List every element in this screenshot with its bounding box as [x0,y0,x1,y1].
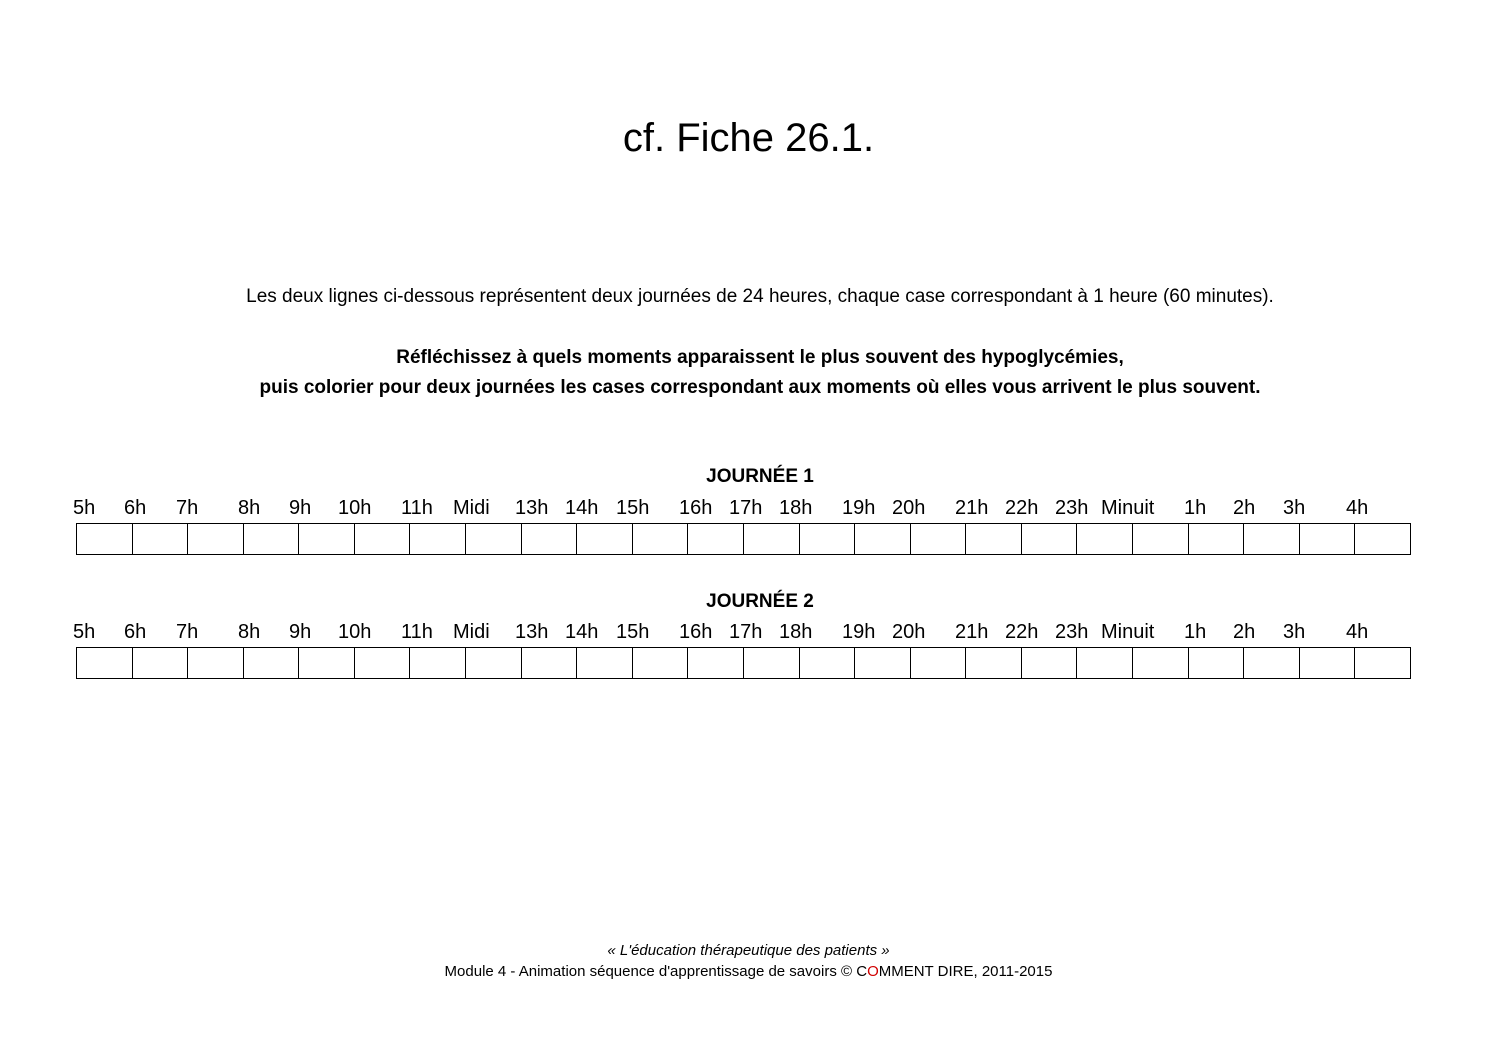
hour-label: 7h [176,621,199,643]
day-1-hour-labels [0,495,1497,521]
hour-cell-4h[interactable] [1355,648,1410,678]
hour-cell-14h[interactable] [577,524,633,554]
instruction-line-2: puis colorier pour deux journées les cases correspondant aux moments où elles vous arrivent le plus souvent. [259,377,1261,398]
hour-cell-9h[interactable] [299,648,355,678]
hour-label: 3h [1283,621,1306,643]
brand-name [867,963,973,980]
hour-cell-3h[interactable] [1300,524,1356,554]
hour-cell-13h[interactable] [522,648,578,678]
hour-cell-7h[interactable] [188,524,244,554]
hour-cell-14h[interactable] [577,648,633,678]
hour-cell-9h[interactable] [299,524,355,554]
hour-cell-21h[interactable] [966,648,1022,678]
hour-cell-midi[interactable] [466,524,522,554]
hour-cell-11h[interactable] [410,648,466,678]
day-1-heading: JOURNÉE 1 [706,466,814,487]
hour-cell-22h[interactable] [1022,648,1078,678]
hour-label: 9h [289,621,312,643]
hour-cell-20h[interactable] [911,524,967,554]
hour-label: 21h [955,497,989,519]
hour-cell-13h[interactable] [522,524,578,554]
hour-cell-18h[interactable] [800,648,856,678]
hour-cell-5h[interactable] [77,648,133,678]
hour-label: 18h [779,497,813,519]
hour-label: 13h [515,497,549,519]
hour-label: 10h [338,497,372,519]
hour-label: 2h [1233,497,1256,519]
hour-cell-1h[interactable] [1189,648,1245,678]
hour-cell-7h[interactable] [188,648,244,678]
hour-cell-19h[interactable] [855,524,911,554]
hour-label: 8h [238,497,261,519]
hour-label: 5h [73,621,96,643]
hour-cell-15h[interactable] [633,648,689,678]
footer-years: , 2011-2015 [973,963,1053,980]
hour-cell-1h[interactable] [1189,524,1245,554]
hour-cell-16h[interactable] [688,524,744,554]
hour-label: 17h [729,621,763,643]
hour-label: 1h [1184,497,1207,519]
hour-label: 4h [1346,621,1369,643]
hour-cell-23h[interactable] [1077,524,1133,554]
hour-label: 2h [1233,621,1256,643]
hour-label: 9h [289,497,312,519]
intro-text: Les deux lignes ci-dessous représentent deux journées de 24 heures, chaque case correspondant à 1 heure (60 minutes). [246,286,1274,307]
day-2-heading: JOURNÉE 2 [706,591,814,612]
hour-label: Midi [453,621,490,643]
brand-dire: DIRE [933,963,974,980]
hour-label: 11h [401,497,433,519]
hour-label: 20h [892,497,926,519]
footer-credits [0,961,1497,982]
hour-label: 21h [955,621,989,643]
day-2-hour-labels [0,619,1497,645]
hour-cell-19h[interactable] [855,648,911,678]
hour-label: 17h [729,497,763,519]
hour-cell-20h[interactable] [911,648,967,678]
hour-label: 20h [892,621,926,643]
hour-cell-2h[interactable] [1244,524,1300,554]
hour-label: 19h [842,621,876,643]
brand-letter-c: C [856,963,868,980]
hour-label: 23h [1055,621,1089,643]
hour-label: 22h [1005,497,1039,519]
hour-label: 16h [679,497,713,519]
footer-credits-text: Module 4 - Animation séquence d'apprentissage de savoirs © [444,963,857,980]
hour-cell-5h[interactable] [77,524,133,554]
brand-letter-o: O [867,963,879,980]
hour-label: Minuit [1101,621,1155,643]
hour-label: 5h [73,497,96,519]
hour-label: 16h [679,621,713,643]
day-2-hour-grid [76,647,1411,679]
hour-cell-17h[interactable] [744,648,800,678]
footer-title: « L'éducation thérapeutique des patients » [607,942,890,959]
hour-label: 19h [842,497,876,519]
hour-label: Minuit [1101,497,1155,519]
hour-label: 18h [779,621,813,643]
instruction-line-1: Réfléchissez à quels moments apparaissent le plus souvent des hypoglycémies, [396,347,1124,368]
hour-label: 23h [1055,497,1089,519]
hour-label: 22h [1005,621,1039,643]
hour-cell-6h[interactable] [133,648,189,678]
hour-label: 1h [1184,621,1207,643]
hour-label: 13h [515,621,549,643]
hour-label: 6h [124,497,147,519]
hour-label: 14h [565,621,599,643]
hour-label: 10h [338,621,372,643]
hour-label: 15h [616,621,650,643]
day-1-hour-grid [76,523,1411,555]
page-title: cf. Fiche 26.1. [622,116,875,160]
hour-cell-23h[interactable] [1077,648,1133,678]
hour-cell-16h[interactable] [688,648,744,678]
hour-label: 11h [401,621,433,643]
hour-cell-8h[interactable] [244,648,300,678]
hour-cell-midi[interactable] [466,648,522,678]
hour-cell-18h[interactable] [800,524,856,554]
hour-cell-minuit[interactable] [1133,648,1189,678]
hour-label: 3h [1283,497,1306,519]
hour-label: 7h [176,497,199,519]
hour-cell-2h[interactable] [1244,648,1300,678]
hour-cell-10h[interactable] [355,648,411,678]
hour-cell-17h[interactable] [744,524,800,554]
hour-cell-21h[interactable] [966,524,1022,554]
footer [0,940,1497,982]
hour-cell-10h[interactable] [355,524,411,554]
instructions [0,343,1497,403]
hour-label: 15h [616,497,650,519]
hour-cell-minuit[interactable] [1133,524,1189,554]
hour-cell-6h[interactable] [133,524,189,554]
hour-cell-8h[interactable] [244,524,300,554]
hour-cell-22h[interactable] [1022,524,1078,554]
hour-label: 8h [238,621,261,643]
brand-mment: MMENT [878,963,934,980]
hour-label: Midi [453,497,490,519]
hour-label: 6h [124,621,147,643]
hour-cell-3h[interactable] [1300,648,1356,678]
hour-cell-11h[interactable] [410,524,466,554]
hour-cell-4h[interactable] [1355,524,1410,554]
hour-label: 14h [565,497,599,519]
hour-cell-15h[interactable] [633,524,689,554]
hour-label: 4h [1346,497,1369,519]
